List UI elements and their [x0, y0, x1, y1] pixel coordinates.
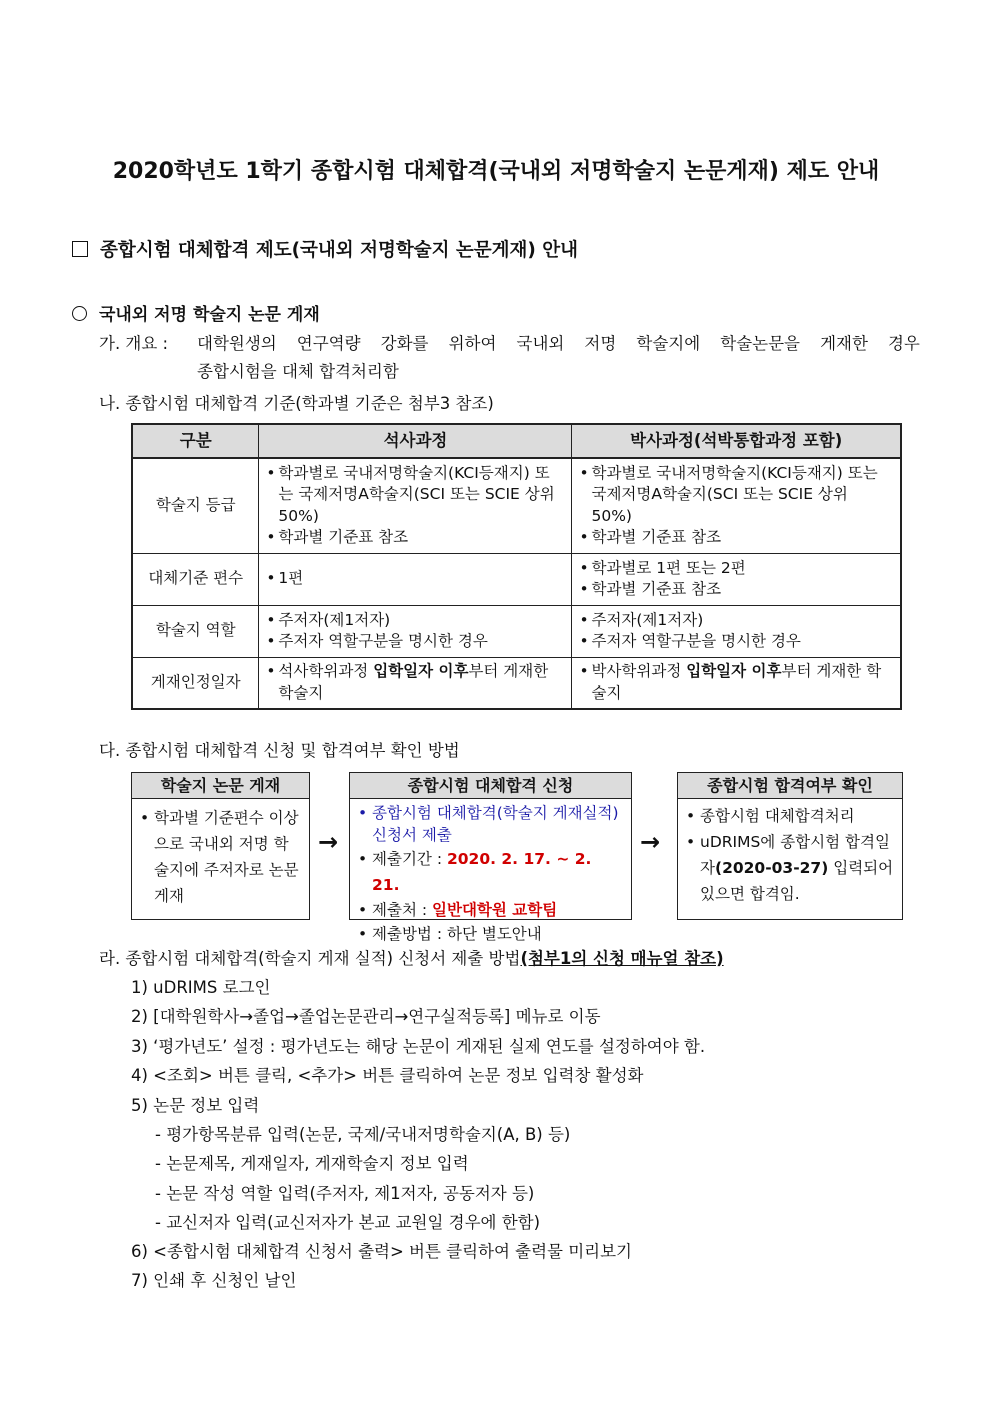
- list-item: • 제출방법 : 하단 별도안내: [358, 922, 623, 946]
- highlight-date: 2020. 2. 17. ~ 2. 21.: [372, 850, 592, 894]
- flow-box-publish: [131, 772, 310, 920]
- document-title: 2020학년도 1학기 종합시험 대체합격(국내외 저명학술지 논문게재) 제도 안내: [112, 159, 880, 184]
- substep-item: - 평가항목분류 입력(논문, 국제/국내저명학술지(A, B) 등): [155, 1125, 571, 1144]
- overview-word: 학술논문을: [720, 334, 800, 353]
- flow-box-title: 종합시험 대체합격 신청: [350, 773, 631, 799]
- step-item: 6) <종합시험 대체합격 신청서 출력> 버튼 클릭하여 출력물 미리보기: [131, 1242, 632, 1261]
- circle-bullet-icon: [72, 306, 87, 321]
- list-item: • 학과별 기준표 참조: [579, 527, 893, 549]
- overview-word: 게재한: [820, 334, 868, 353]
- list-item: • 주저자 역할구분을 명시한 경우: [579, 631, 893, 653]
- section-heading-text: 종합시험 대체합격 제도(국내외 저명학술지 논문게재) 안내: [100, 240, 579, 261]
- list-item: • 주저자 역할구분을 명시한 경우: [266, 631, 564, 653]
- overview-word: 저명: [584, 334, 617, 353]
- overview-label: 가. 개요 :: [99, 334, 169, 353]
- text: 박사학위과정: [591, 662, 687, 681]
- list-item: • 학과별로 1편 또는 2편: [579, 558, 893, 580]
- list-item: • 주저자(제1저자): [579, 610, 893, 632]
- method-heading: 다. 종합시험 대체합격 신청 및 합격여부 확인 방법: [99, 741, 460, 760]
- master-cell: [259, 605, 572, 657]
- doctor-cell: [572, 458, 901, 553]
- doctor-cell: [572, 605, 901, 657]
- bold-text: 입학일자 이후: [373, 662, 469, 681]
- highlight-office: 일반대학원 교학팀: [432, 901, 558, 919]
- text: 부터 게재한 학술지: [278, 662, 549, 702]
- list-item: • 주저자(제1저자): [266, 610, 564, 632]
- criteria-heading: 나. 종합시험 대체합격 기준(학과별 기준은 첨부3 참조): [99, 394, 494, 413]
- row-label: 대체기준 편수: [132, 553, 259, 605]
- step-item: 2) [대학원학사→졸업→졸업논문관리→연구실적등록] 메뉴로 이동: [131, 1007, 601, 1026]
- text: 입력되어있으면 합격임.: [700, 859, 894, 903]
- flow-box-confirm: [677, 772, 903, 920]
- flow-box-title: 학술지 논문 게재: [132, 773, 309, 799]
- list-item: [358, 898, 623, 922]
- master-cell: [259, 458, 572, 553]
- list-item: • 학과별로 국내저명학술지(KCI등재지) 또는 국제저명A학술지(SCI 또는 SCIE 상위 50%): [579, 463, 893, 528]
- table-row: [132, 657, 901, 709]
- section-heading: [72, 236, 578, 262]
- substep-item: - 논문 작성 역할 입력(주저자, 제1저자, 공동저자 등): [155, 1184, 535, 1203]
- bold-text: 입학일자 이후: [686, 662, 782, 681]
- overview-line2: 종합시험을 대체 합격처리함: [197, 362, 399, 381]
- overview-word: 학술지에: [636, 334, 701, 353]
- text: 라. 종합시험 대체합격(학술지 게재 실적) 신청서 제출 방법: [99, 949, 521, 968]
- row-label: 학술지 등급: [132, 458, 259, 553]
- step-item: 7) 인쇄 후 신청인 날인: [131, 1271, 297, 1290]
- table-row: [132, 458, 901, 553]
- list-item: • 학과별 기준편수 이상으로 국내외 저명 학술지에 주저자로 논문 게재: [140, 805, 301, 909]
- arrow-right-icon: →: [640, 828, 661, 856]
- subsection-heading-text: 국내외 저명 학술지 논문 게재: [99, 305, 320, 325]
- flow-box-title: 종합시험 합격여부 확인: [678, 773, 902, 799]
- master-cell: [259, 553, 572, 605]
- text: 석사학위과정: [278, 662, 374, 681]
- criteria-table: [131, 423, 902, 710]
- list-item: [358, 846, 623, 898]
- overview-word: 경우: [887, 334, 920, 353]
- text: 제출처 :: [372, 901, 432, 919]
- table-header: 박사과정(석박통합과정 포함): [572, 424, 901, 458]
- list-item: • 학과별 기준표 참조: [266, 527, 564, 549]
- list-item: • 학과별 기준표 참조: [579, 579, 893, 601]
- overview-word: 국내외: [516, 334, 565, 353]
- doctor-cell: [572, 657, 901, 709]
- list-item: • 종합시험 대체합격처리: [686, 803, 894, 829]
- overview-word: 위하여: [448, 334, 497, 353]
- overview-word: 연구역량: [296, 334, 361, 353]
- table-header-row: [132, 424, 901, 458]
- row-label: 게재인정일자: [132, 657, 259, 709]
- doctor-cell: [572, 553, 901, 605]
- list-item: [266, 661, 564, 704]
- text: 부터 게재한 학술지: [591, 662, 882, 702]
- substep-item: - 논문제목, 게재일자, 게재학술지 정보 입력: [155, 1154, 469, 1173]
- table-row: [132, 605, 901, 657]
- step-item: 4) <조회> 버튼 클릭, <추가> 버튼 클릭하여 논문 정보 입력창 활성화: [131, 1066, 644, 1085]
- step-item: 1) uDRIMS 로그인: [131, 978, 271, 997]
- step-item: 3) ‘평가년도’ 설정 : 평가년도는 해당 논문이 게재된 실제 연도를 설정하여야 함.: [131, 1037, 706, 1056]
- flow-box-apply: [349, 772, 632, 943]
- arrow-right-icon: →: [318, 828, 339, 856]
- table-row: [132, 553, 901, 605]
- table-header: 구분: [132, 424, 259, 458]
- list-item: • 학과별로 국내저명학술지(KCI등재지) 또는 국제저명A학술지(SCI 또는 SCIE 상위 50%): [266, 463, 564, 528]
- text: 제출기간 :: [372, 850, 447, 868]
- table-header: 석사과정: [259, 424, 572, 458]
- overview-line1: [197, 330, 920, 354]
- substep-item: - 교신저자 입력(교신저자가 본교 교원일 경우에 한함): [155, 1213, 541, 1232]
- submit-heading: [99, 945, 724, 969]
- list-item: [579, 661, 893, 704]
- checkbox-square-icon: [72, 241, 88, 257]
- manual-reference: (첨부1의 신청 매뉴얼 참조): [520, 949, 724, 968]
- bold-date: (2020-03-27): [714, 859, 829, 877]
- text: uDRIMS에 종합시험 합격일자: [700, 833, 890, 877]
- subsection-heading: [72, 300, 320, 325]
- list-item: • 종합시험 대체합격(학술지 게재실적) 신청서 제출: [358, 802, 623, 846]
- overview-word: 강화를: [380, 334, 429, 353]
- overview-word: 대학원생의: [197, 334, 277, 353]
- master-cell: [259, 657, 572, 709]
- list-item: [686, 829, 894, 907]
- step-item: 5) 논문 정보 입력: [131, 1096, 260, 1115]
- row-label: 학술지 역할: [132, 605, 259, 657]
- list-item: • 1편: [266, 568, 564, 590]
